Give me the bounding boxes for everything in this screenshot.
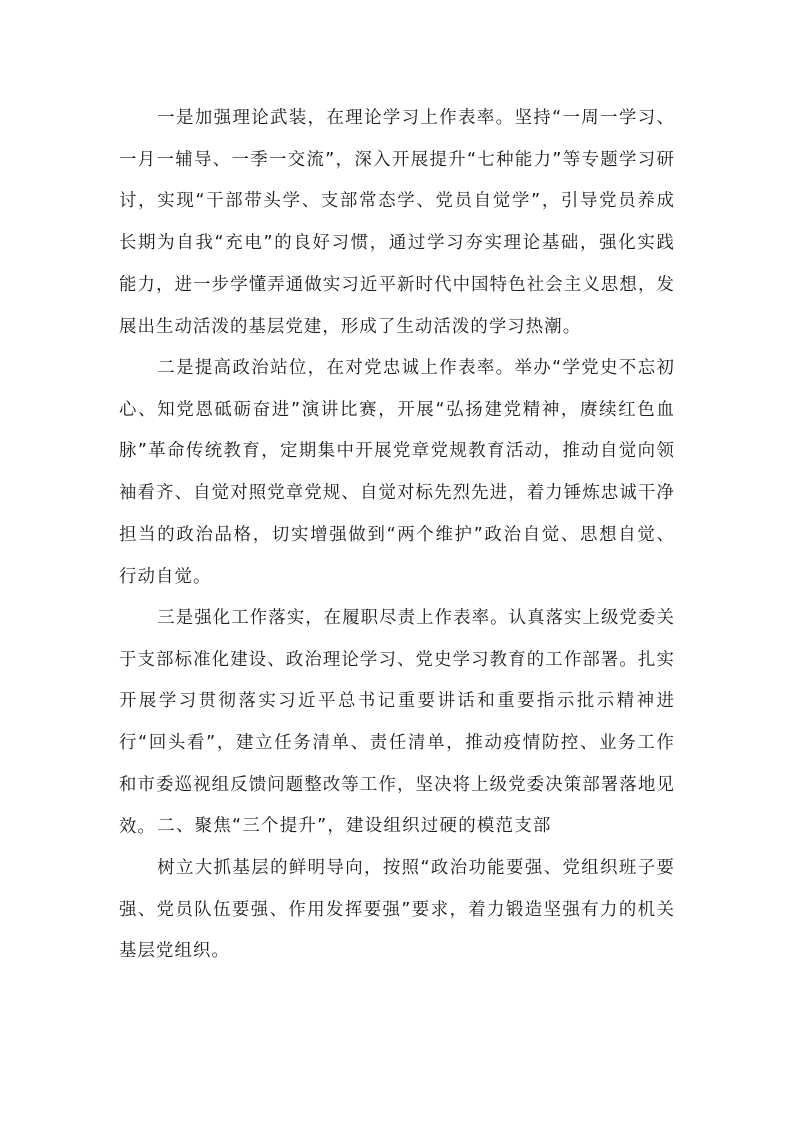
paragraph-political-stance: 二是提高政治站位，在对党忠诚上作表率。举办“学党史不忘初心、知党恩砥砺奋进”演讲比赛，开展“弘扬建党精神，赓续红色血脉”革命传统教育，定期集中开展党章党规教育活动，推动自觉向领袖看齐、自觉对照党章党规、自觉对标先烈先进，着力锤炼忠诚干净担当的政治品格，切实增强做到“两个维护”政治自觉、思想自觉、行动自觉。 <box>119 358 675 587</box>
paragraph-grassroots-orientation: 树立大抓基层的鲜明导向，按照“政治功能要强、党组织班子要强、党员队伍要强、作用发挥要强”要求，着力锻造坚强有力的机关基层党组织。 <box>119 858 675 962</box>
paragraph-work-implementation: 三是强化工作落实，在履职尽责上作表率。认真落实上级党委关于支部标准化建设、政治理论学习、党史学习教育的工作部署。扎实开展学习贯彻落实习近平总书记重要讲话和重要指示批示精神进行“回头看”，建立任务清单、责任清单，推动疫情防控、业务工作和市委巡视组反馈问题整改等工作，坚决将上级党委决策部署落地见效。 <box>119 608 676 837</box>
section-heading: 二、聚焦“三个提升”，建设组织过硬的模范支部 <box>157 816 552 836</box>
paragraph-theory-study: 一是加强理论武装，在理论学习上作表率。坚持“一周一学习、一月一辅导、一季一交流”，深入开展提升“七种能力”等专题学习研讨，实现“干部带头学、支部常态学、党员自觉学”，引导党员养成长期为自我“充电”的良好习惯，通过学习夯实理论基础，强化实践能力，进一步学懂弄通做实习近平新时代中国特色社会主义思想，发展出生动活泼的基层党建，形成了生动活泼的学习热潮。 <box>119 108 675 337</box>
